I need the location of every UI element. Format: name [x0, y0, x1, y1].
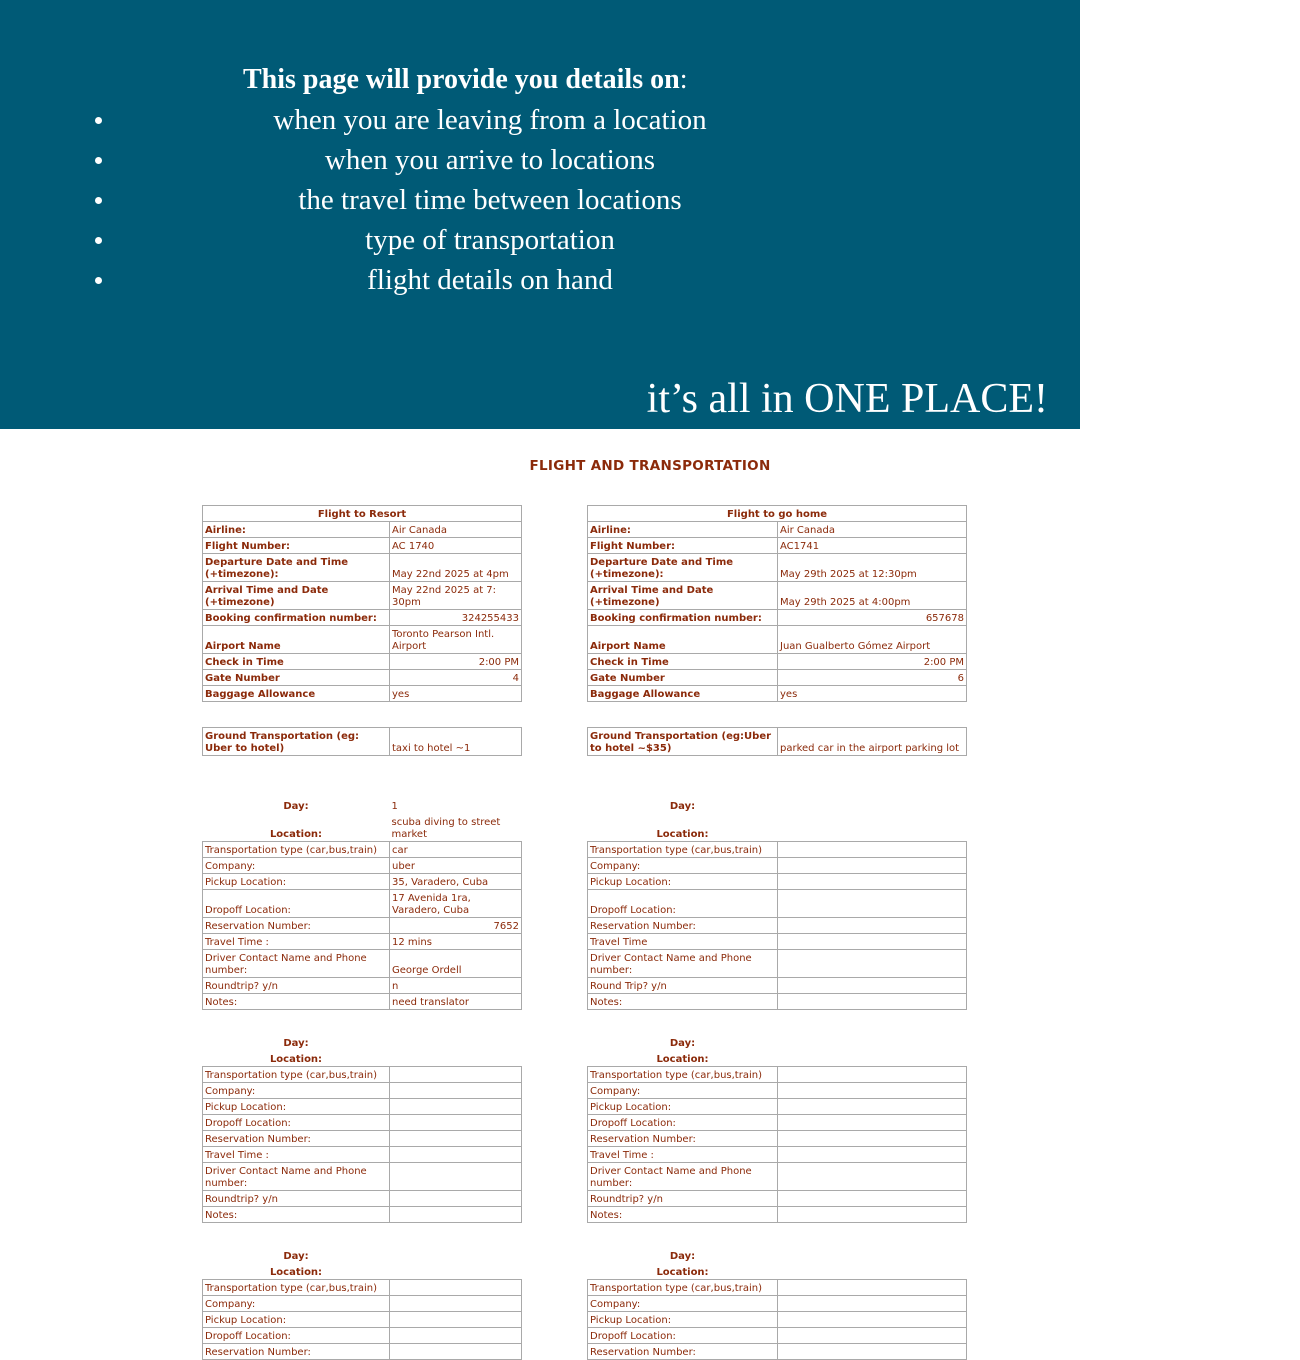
arrival-value[interactable]: May 22nd 2025 at 7: 30pm — [390, 582, 522, 610]
roundtrip-value[interactable] — [778, 977, 967, 993]
day-label: Day: — [283, 801, 309, 812]
travel-time-label: Travel Time : — [203, 1146, 390, 1162]
gate-label: Gate Number — [203, 670, 390, 686]
location-value[interactable] — [390, 1263, 522, 1279]
transport-type-value[interactable] — [778, 1279, 967, 1295]
pickup-value[interactable] — [390, 1098, 522, 1114]
reservation-value[interactable] — [390, 1130, 522, 1146]
roundtrip-value[interactable] — [778, 1190, 967, 1206]
travel-time-label: Travel Time : — [203, 933, 390, 949]
notes-label: Notes: — [588, 1206, 778, 1222]
notes-label: Notes: — [588, 993, 778, 1009]
checkin-label: Check in Time — [588, 654, 778, 670]
travel-time-value[interactable] — [778, 933, 967, 949]
airport-value[interactable]: Juan Gualberto Gómez Airport — [778, 626, 967, 654]
location-label: Location: — [656, 828, 709, 840]
day-label: Day: — [669, 1038, 696, 1049]
list-item-text: the travel time between locations — [298, 184, 682, 216]
travel-time-value[interactable]: 12 mins — [390, 933, 522, 949]
location-value[interactable]: scuba diving to street market — [391, 816, 501, 840]
arrival-value[interactable]: May 29th 2025 at 4:00pm — [778, 582, 967, 610]
location-label: Location: — [269, 1266, 323, 1278]
dropoff-label: Dropoff Location: — [203, 889, 390, 917]
day-block-3-left — [202, 1247, 522, 1360]
gate-value[interactable]: 6 — [778, 670, 967, 686]
departure-label: Departure Date and Time (+timezone): — [588, 554, 778, 582]
gate-value[interactable]: 4 — [390, 670, 522, 686]
list-item — [0, 100, 980, 140]
airport-label: Airport Name — [588, 626, 778, 654]
dropoff-value[interactable] — [390, 1114, 522, 1130]
airline-value[interactable]: Air Canada — [778, 522, 967, 538]
location-label: Location: — [269, 828, 323, 840]
pickup-label: Pickup Location: — [588, 1098, 778, 1114]
dropoff-label: Dropoff Location: — [588, 889, 778, 917]
company-value[interactable] — [778, 1295, 967, 1311]
table-header: Flight to go home — [588, 506, 967, 522]
transport-type-value[interactable] — [778, 1066, 967, 1082]
roundtrip-label: Roundtrip? y/n — [203, 1190, 390, 1206]
driver-contact-label: Driver Contact Name and Phone number: — [203, 1162, 390, 1190]
pickup-label: Pickup Location: — [203, 1311, 390, 1327]
roundtrip-label: Roundtrip? y/n — [203, 977, 390, 993]
flight-number-label: Flight Number: — [588, 538, 778, 554]
transport-type-label: Transportation type (car,bus,train) — [588, 1066, 778, 1082]
company-label: Company: — [203, 1295, 390, 1311]
day-label: Day: — [669, 1251, 696, 1262]
roundtrip-value[interactable] — [390, 1190, 522, 1206]
list-item-text: when you are leaving from a location — [273, 104, 707, 136]
dropoff-value[interactable] — [778, 1114, 967, 1130]
dropoff-label: Dropoff Location: — [588, 1327, 778, 1343]
company-value[interactable] — [390, 1082, 522, 1098]
day-label: Day: — [669, 801, 696, 812]
transport-type-value[interactable] — [390, 1066, 522, 1082]
location-value[interactable] — [778, 813, 967, 841]
checkin-value[interactable]: 2:00 PM — [778, 654, 967, 670]
booking-value[interactable]: 324255433 — [390, 610, 522, 626]
day-label: Day: — [283, 1038, 309, 1049]
gate-label: Gate Number — [588, 670, 778, 686]
dropoff-label: Dropoff Location: — [203, 1114, 390, 1130]
reservation-label: Reservation Number: — [203, 1343, 390, 1359]
company-label: Company: — [588, 857, 778, 873]
list-item — [0, 260, 980, 300]
bullet-icon — [95, 117, 102, 124]
table-header: Flight to Resort — [203, 506, 522, 522]
bullet-icon — [95, 157, 102, 164]
company-value[interactable] — [778, 857, 967, 873]
ground-transport-value[interactable]: taxi to hotel ~1 — [390, 728, 522, 756]
day-value[interactable]: 1 — [391, 801, 398, 812]
list-item — [0, 140, 980, 180]
transport-type-label: Transportation type (car,bus,train) — [203, 841, 390, 857]
transport-type-label: Transportation type (car,bus,train) — [588, 1279, 778, 1295]
notes-value[interactable] — [778, 993, 967, 1009]
baggage-value[interactable]: yes — [778, 686, 967, 702]
travel-time-value[interactable] — [390, 1146, 522, 1162]
ground-transport-right-table — [587, 727, 967, 756]
roundtrip-label: Roundtrip? y/n — [588, 1190, 778, 1206]
location-value[interactable] — [778, 1050, 967, 1066]
airport-value[interactable]: Toronto Pearson Intl. Airport — [390, 626, 522, 654]
driver-contact-value[interactable] — [778, 949, 967, 977]
pickup-value[interactable] — [778, 873, 967, 889]
company-label: Company: — [203, 857, 390, 873]
intro-banner — [0, 0, 1080, 429]
driver-contact-label: Driver Contact Name and Phone number: — [588, 949, 778, 977]
location-value[interactable] — [778, 1263, 967, 1279]
day-label: Day: — [283, 1251, 309, 1262]
pickup-value[interactable]: 35, Varadero, Cuba — [390, 873, 522, 889]
notes-value[interactable] — [390, 1206, 522, 1222]
airline-label: Airline: — [588, 522, 778, 538]
booking-value[interactable]: 657678 — [778, 610, 967, 626]
reservation-label: Reservation Number: — [588, 1343, 778, 1359]
pickup-label: Pickup Location: — [588, 1311, 778, 1327]
company-label: Company: — [203, 1082, 390, 1098]
location-label: Location: — [656, 1053, 709, 1065]
reservation-label: Reservation Number: — [203, 1130, 390, 1146]
day-value[interactable] — [778, 1034, 967, 1050]
bullet-icon — [95, 277, 102, 284]
day-block-3-right — [587, 1247, 967, 1360]
day-value[interactable] — [778, 1247, 967, 1263]
dropoff-value[interactable]: 17 Avenida 1ra, Varadero, Cuba — [390, 889, 522, 917]
notes-value[interactable]: need translator — [390, 993, 522, 1009]
ground-transport-label: Ground Transportation (eg:Uber to hotel ~$35) — [588, 728, 778, 756]
driver-contact-value[interactable]: George Ordell — [390, 949, 522, 977]
ground-transport-value[interactable]: parked car in the airport parking lot — [778, 728, 967, 756]
transport-type-value[interactable] — [390, 1279, 522, 1295]
booking-label: Booking confirmation number: — [588, 610, 778, 626]
driver-contact-label: Driver Contact Name and Phone number: — [588, 1162, 778, 1190]
transport-type-label: Transportation type (car,bus,train) — [588, 841, 778, 857]
pickup-value[interactable] — [778, 1098, 967, 1114]
departure-value[interactable]: May 29th 2025 at 12:30pm — [778, 554, 967, 582]
bullet-icon — [95, 197, 102, 204]
list-item-text: when you arrive to locations — [324, 144, 656, 176]
dropoff-label: Dropoff Location: — [203, 1327, 390, 1343]
driver-contact-value[interactable] — [390, 1162, 522, 1190]
day-block-2-right — [587, 1034, 967, 1223]
banner-intro — [243, 62, 687, 98]
travel-time-label: Travel Time — [588, 933, 778, 949]
reservation-value[interactable] — [778, 1343, 967, 1359]
day-block-2-left — [202, 1034, 522, 1223]
reservation-value[interactable] — [778, 917, 967, 933]
driver-contact-value[interactable] — [778, 1162, 967, 1190]
ground-transport-left-table — [202, 727, 522, 756]
location-value[interactable] — [390, 1050, 522, 1066]
day-value[interactable] — [390, 1247, 522, 1263]
pickup-value[interactable] — [390, 1311, 522, 1327]
airline-value[interactable]: Air Canada — [390, 522, 522, 538]
company-label: Company: — [588, 1295, 778, 1311]
roundtrip-value[interactable]: n — [390, 977, 522, 993]
dropoff-value[interactable] — [390, 1327, 522, 1343]
pickup-label: Pickup Location: — [588, 873, 778, 889]
transport-type-label: Transportation type (car,bus,train) — [203, 1279, 390, 1295]
day-value[interactable] — [390, 1034, 522, 1050]
company-value[interactable] — [778, 1082, 967, 1098]
dropoff-value[interactable] — [778, 889, 967, 917]
banner-tagline: it’s all in ONE PLACE! — [646, 376, 1048, 422]
company-value[interactable]: uber — [390, 857, 522, 873]
flight-number-label: Flight Number: — [203, 538, 390, 554]
flight-home-table — [587, 505, 967, 702]
dropoff-label: Dropoff Location: — [588, 1114, 778, 1130]
notes-label: Notes: — [203, 1206, 390, 1222]
arrival-label: Arrival Time and Date (+timezone) — [203, 582, 390, 610]
list-item-text: flight details on hand — [367, 264, 613, 296]
booking-label: Booking confirmation number: — [203, 610, 390, 626]
roundtrip-label: Round Trip? y/n — [588, 977, 778, 993]
day-value[interactable] — [778, 797, 967, 813]
transport-type-label: Transportation type (car,bus,train) — [203, 1066, 390, 1082]
departure-label: Departure Date and Time (+timezone): — [203, 554, 390, 582]
bullet-icon — [95, 237, 102, 244]
checkin-label: Check in Time — [203, 654, 390, 670]
pickup-value[interactable] — [778, 1311, 967, 1327]
departure-value[interactable]: May 22nd 2025 at 4pm — [390, 554, 522, 582]
reservation-value[interactable]: 7652 — [390, 917, 522, 933]
checkin-value[interactable]: 2:00 PM — [390, 654, 522, 670]
reservation-label: Reservation Number: — [588, 917, 778, 933]
reservation-label: Reservation Number: — [203, 917, 390, 933]
banner-intro-text: This page will provide you details on — [243, 64, 680, 95]
notes-label: Notes: — [203, 993, 390, 1009]
document-title: FLIGHT AND TRANSPORTATION — [529, 458, 771, 474]
list-item — [0, 220, 980, 260]
dropoff-value[interactable] — [778, 1327, 967, 1343]
travel-time-label: Travel Time : — [588, 1146, 778, 1162]
airport-label: Airport Name — [203, 626, 390, 654]
flight-number-value[interactable]: AC 1740 — [390, 538, 522, 554]
transport-type-value[interactable] — [778, 841, 967, 857]
banner-feature-list — [0, 100, 1080, 300]
flight-to-resort-table — [202, 505, 522, 702]
baggage-label: Baggage Allowance — [588, 686, 778, 702]
baggage-label: Baggage Allowance — [203, 686, 390, 702]
driver-contact-label: Driver Contact Name and Phone number: — [203, 949, 390, 977]
reservation-value[interactable] — [390, 1343, 522, 1359]
list-item-text: type of transportation — [365, 224, 615, 256]
flight-number-value[interactable]: AC1741 — [778, 538, 967, 554]
notes-value[interactable] — [778, 1206, 967, 1222]
pickup-label: Pickup Location: — [203, 873, 390, 889]
day-block-1-right — [587, 797, 967, 1010]
airline-label: Airline: — [203, 522, 390, 538]
day-block-1-left — [202, 797, 522, 1010]
list-item — [0, 180, 980, 220]
reservation-value[interactable] — [778, 1130, 967, 1146]
company-label: Company: — [588, 1082, 778, 1098]
location-label: Location: — [656, 1266, 709, 1278]
reservation-label: Reservation Number: — [588, 1130, 778, 1146]
baggage-value[interactable]: yes — [390, 686, 522, 702]
pickup-label: Pickup Location: — [203, 1098, 390, 1114]
company-value[interactable] — [390, 1295, 522, 1311]
arrival-label: Arrival Time and Date (+timezone) — [588, 582, 778, 610]
location-label: Location: — [269, 1053, 323, 1065]
ground-transport-label: Ground Transportation (eg: Uber to hotel) — [203, 728, 390, 756]
travel-time-value[interactable] — [778, 1146, 967, 1162]
banner-intro-colon: : — [679, 64, 688, 95]
transport-type-value[interactable]: car — [390, 841, 522, 857]
